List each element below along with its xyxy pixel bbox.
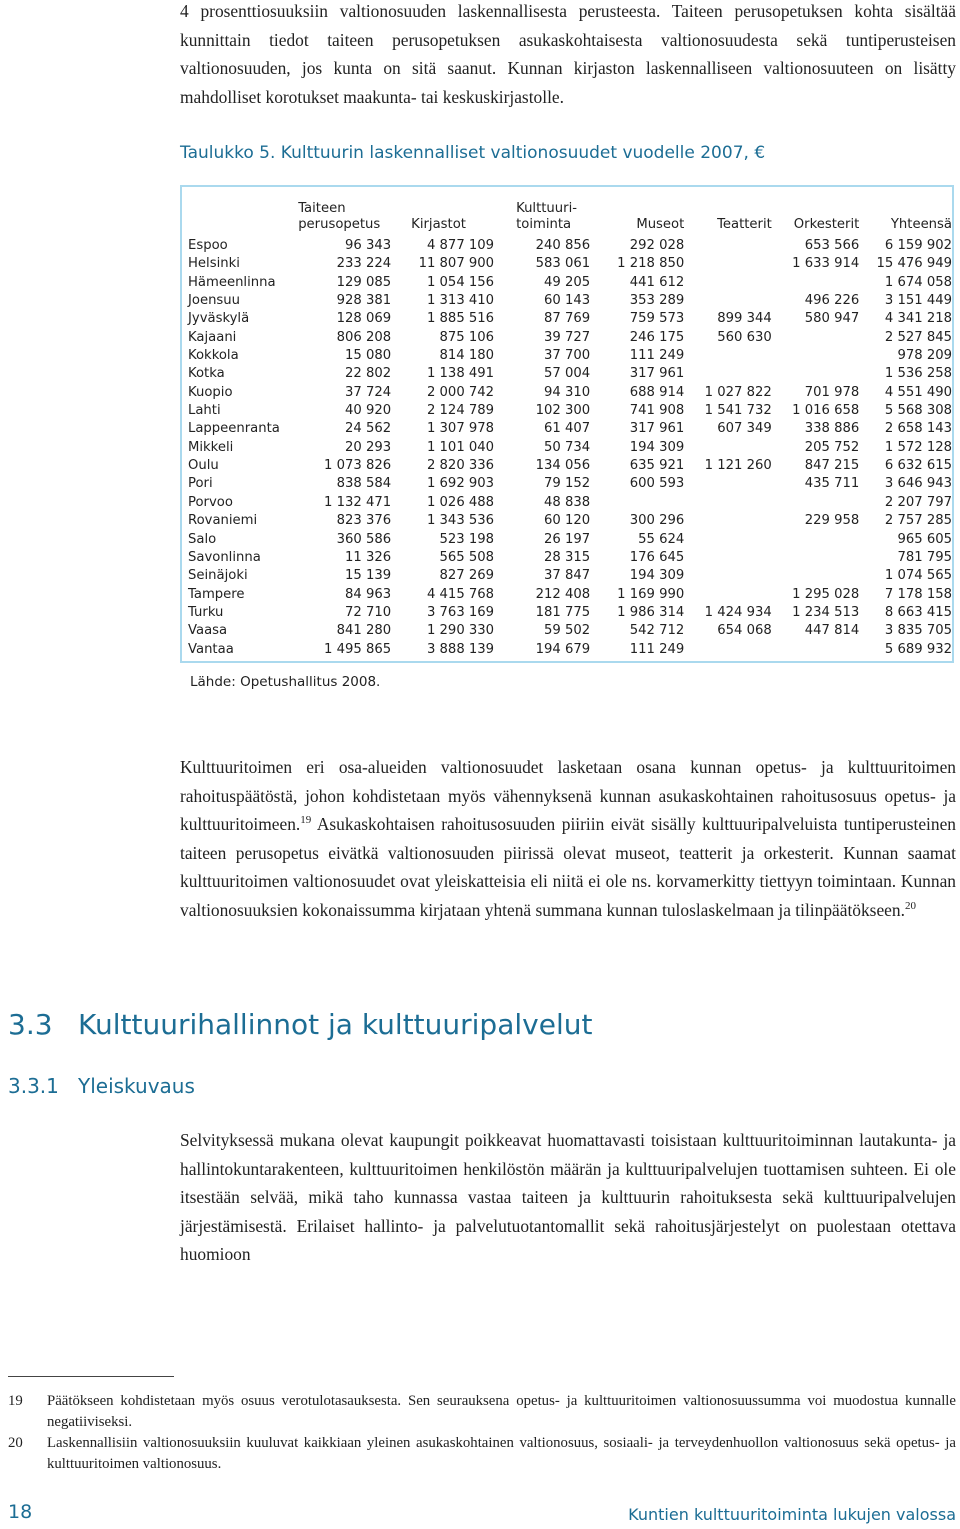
cell-orkesterit: 229 958	[804, 513, 860, 529]
table-row	[188, 475, 952, 493]
cell-kulttuuritoiminta: 134 056	[535, 458, 591, 474]
cell-kirjastot: 11 807 900	[418, 256, 495, 272]
table-source: Lähde: Opetushallitus 2008.	[190, 674, 381, 690]
cell-yhteensa: 3 835 705	[884, 623, 952, 639]
cell-city: Salo	[188, 531, 217, 547]
cell-kulttuuritoiminta: 48 838	[544, 494, 591, 510]
cell-taiteen-perusopetus: 40 920	[345, 403, 392, 419]
table-row	[188, 292, 952, 310]
table-row	[188, 237, 952, 255]
cell-kirjastot: 1 290 330	[426, 623, 495, 639]
cell-kirjastot: 2 000 742	[426, 384, 495, 400]
cell-city: Espoo	[188, 238, 228, 253]
section-number: 3.3	[8, 1008, 53, 1041]
cell-teatterit	[684, 586, 772, 604]
cell-orkesterit: 447 814	[804, 623, 860, 639]
cell-yhteensa: 15 476 949	[876, 256, 952, 272]
table-row	[188, 494, 952, 512]
cell-museot: 759 573	[629, 311, 685, 327]
header-kirjastot: Kirjastot	[411, 217, 466, 232]
cell-teatterit	[684, 475, 772, 493]
cell-yhteensa: 1 674 058	[884, 274, 952, 290]
cell-orkesterit: 1 295 028	[792, 586, 860, 602]
cell-yhteensa: 965 605	[897, 531, 952, 547]
cell-museot: 194 309	[629, 568, 685, 584]
cell-taiteen-perusopetus: 1 073 826	[324, 458, 392, 474]
footnote-ref-19[interactable]: 19	[300, 814, 312, 827]
table-row	[188, 310, 952, 328]
cell-taiteen-perusopetus: 928 381	[336, 293, 392, 309]
cell-museot: 1 169 990	[617, 586, 685, 602]
cell-kirjastot: 875 106	[439, 329, 495, 345]
footnote-19	[8, 1391, 956, 1432]
subsection-heading	[8, 1074, 195, 1098]
cell-orkesterit: 205 752	[804, 439, 860, 455]
cell-kulttuuritoiminta: 94 310	[544, 384, 591, 400]
table-row	[188, 586, 952, 604]
cell-orkesterit	[772, 274, 860, 292]
cell-yhteensa: 7 178 158	[884, 586, 952, 602]
cell-kirjastot: 1 054 156	[426, 274, 495, 290]
cell-teatterit	[684, 512, 772, 530]
cell-city: Pori	[188, 476, 213, 492]
cell-kirjastot: 1 343 536	[426, 513, 495, 529]
subsection-number: 3.3.1	[8, 1074, 59, 1098]
cell-kirjastot: 3 888 139	[426, 641, 495, 657]
cell-museot: 1 218 850	[617, 256, 685, 272]
cell-museot: 317 961	[629, 421, 685, 437]
cell-taiteen-perusopetus: 22 802	[345, 366, 392, 382]
cell-orkesterit: 1 016 658	[792, 403, 860, 419]
footnote-20	[8, 1433, 956, 1474]
cell-kulttuuritoiminta: 50 734	[544, 439, 591, 455]
table-row	[188, 604, 952, 622]
cell-kulttuuritoiminta: 28 315	[544, 549, 591, 565]
cell-teatterit	[684, 347, 772, 365]
cell-kirjastot: 2 820 336	[426, 458, 495, 474]
cell-orkesterit	[772, 567, 860, 585]
header-museot: Museot	[636, 217, 685, 232]
cell-kirjastot: 4 415 768	[426, 586, 495, 602]
cell-orkesterit: 496 226	[804, 293, 860, 309]
cell-city: Tampere	[188, 586, 245, 602]
cell-city: Seinäjoki	[188, 568, 248, 584]
cell-teatterit	[684, 237, 772, 255]
cell-orkesterit: 338 886	[804, 421, 860, 437]
cell-city: Savonlinna	[188, 549, 261, 565]
footnote-number: 19	[8, 1393, 23, 1409]
cell-yhteensa: 5 689 932	[884, 641, 952, 657]
cell-orkesterit: 580 947	[804, 311, 860, 327]
table-row	[188, 384, 952, 402]
cell-taiteen-perusopetus: 806 208	[336, 329, 392, 345]
cell-teatterit: 1 424 934	[704, 604, 772, 620]
cell-city: Turku	[188, 604, 224, 620]
header-taiteen-perusopetus: Taiteen perusopetus	[298, 201, 381, 232]
table-caption: Taulukko 5. Kulttuurin laskennalliset valtionosuudet vuodelle 2007, €	[180, 143, 766, 163]
cell-taiteen-perusopetus: 15 080	[345, 348, 392, 364]
cell-teatterit	[684, 641, 772, 659]
cell-orkesterit: 1 633 914	[792, 256, 860, 272]
cell-city: Kajaani	[188, 329, 237, 345]
cell-kirjastot: 523 198	[439, 531, 495, 547]
cell-teatterit: 1 121 260	[704, 458, 772, 474]
cell-kirjastot: 1 307 978	[426, 421, 495, 437]
cell-kulttuuritoiminta: 61 407	[544, 421, 591, 437]
cell-yhteensa: 781 795	[897, 549, 952, 565]
section-title: Kulttuurihallinnot ja kulttuuripalvelut	[78, 1008, 593, 1041]
table-container	[180, 185, 954, 663]
cell-taiteen-perusopetus: 1 495 865	[324, 641, 392, 657]
cell-taiteen-perusopetus: 11 326	[345, 549, 392, 565]
cell-kirjastot: 827 269	[439, 568, 495, 584]
cell-orkesterit	[772, 531, 860, 549]
cell-kulttuuritoiminta: 240 856	[535, 238, 591, 253]
cell-city: Kuopio	[188, 384, 233, 400]
table-row	[188, 549, 952, 567]
table-row	[188, 567, 952, 585]
cell-yhteensa: 5 568 308	[884, 403, 952, 419]
cell-museot: 246 175	[629, 329, 685, 345]
cell-city: Mikkeli	[188, 439, 234, 455]
cell-yhteensa: 3 646 943	[884, 476, 952, 492]
table-row	[188, 255, 952, 273]
cell-taiteen-perusopetus: 841 280	[336, 623, 392, 639]
cell-teatterit: 560 630	[717, 329, 772, 345]
cell-museot: 441 612	[629, 274, 685, 290]
cell-taiteen-perusopetus: 129 085	[336, 274, 392, 290]
cell-kulttuuritoiminta: 79 152	[544, 476, 591, 492]
cell-kirjastot: 1 026 488	[426, 494, 495, 510]
cell-kulttuuritoiminta: 59 502	[544, 623, 591, 639]
cell-taiteen-perusopetus: 128 069	[336, 311, 392, 327]
cell-teatterit	[684, 494, 772, 512]
cell-yhteensa: 2 757 285	[884, 513, 952, 529]
cell-orkesterit	[772, 365, 860, 383]
cell-city: Joensuu	[188, 293, 241, 309]
cell-yhteensa: 4 341 218	[884, 311, 952, 327]
cell-teatterit: 899 344	[717, 311, 772, 327]
cell-kulttuuritoiminta: 60 143	[544, 293, 591, 309]
body-paragraph-3: Selvityksessä mukana olevat kaupungit poikkeavat huomattavasti toisistaan kulttuuritoiminnan lautakunta- ja hallintokuntarakenteen, kulttuuritoimen henkilöstön määrän ja kulttuuripalvelujen tuottamisen suhteen. Ei ole itsestään selvää, mikä taho kunnassa vastaa taiteen ja kulttuurin rahoituksesta sekä kulttuuripalvelujen järjestämisestä. Erilaiset hallinto- ja palvelutuotantomallit sekä rahoitusjärjestelyt on puolestaan otettava huomioon	[180, 1130, 956, 1265]
table-row	[188, 365, 952, 383]
header-orkesterit: Orkesterit	[793, 217, 860, 232]
cell-teatterit	[684, 292, 772, 310]
cell-teatterit	[684, 549, 772, 567]
cell-teatterit: 1 027 822	[704, 384, 772, 400]
cell-teatterit	[684, 531, 772, 549]
cell-yhteensa: 1 536 258	[884, 366, 952, 382]
cell-city: Jyväskylä	[188, 311, 250, 327]
table-row	[188, 512, 952, 530]
cell-orkesterit	[772, 347, 860, 365]
cell-city: Kotka	[188, 366, 225, 382]
cell-yhteensa: 8 663 415	[884, 604, 952, 620]
cell-taiteen-perusopetus: 72 710	[345, 604, 392, 620]
cell-orkesterit: 653 566	[804, 238, 860, 253]
cell-city: Rovaniemi	[188, 513, 258, 529]
cell-kirjastot: 1 101 040	[426, 439, 495, 455]
cell-orkesterit	[772, 494, 860, 512]
cell-kirjastot: 1 692 903	[426, 476, 495, 492]
cell-museot: 1 986 314	[617, 604, 685, 620]
cell-yhteensa: 2 658 143	[884, 421, 952, 437]
cell-teatterit: 607 349	[717, 421, 772, 437]
cell-museot: 300 296	[629, 513, 685, 529]
cell-kulttuuritoiminta: 87 769	[544, 311, 591, 327]
cell-yhteensa: 1 572 128	[884, 439, 952, 455]
header-teatterit: Teatterit	[717, 217, 772, 232]
cell-yhteensa: 1 074 565	[884, 568, 952, 584]
table-header-row	[188, 197, 952, 237]
cell-kirjastot: 3 763 169	[426, 604, 495, 620]
cell-yhteensa: 6 159 902	[884, 238, 952, 253]
cell-teatterit	[684, 365, 772, 383]
cell-kirjastot: 565 508	[439, 549, 495, 565]
cell-kulttuuritoiminta: 194 679	[535, 641, 591, 657]
header-city	[188, 197, 290, 237]
cell-kirjastot: 1 138 491	[426, 366, 495, 382]
cell-museot: 635 921	[629, 458, 685, 474]
cell-taiteen-perusopetus: 20 293	[345, 439, 392, 455]
cell-orkesterit: 701 978	[804, 384, 860, 400]
cell-yhteensa: 6 632 615	[884, 458, 952, 474]
cell-teatterit	[684, 439, 772, 457]
cell-taiteen-perusopetus: 84 963	[345, 586, 392, 602]
cell-museot: 292 028	[629, 238, 685, 253]
cell-taiteen-perusopetus: 360 586	[336, 531, 392, 547]
cell-orkesterit	[772, 641, 860, 659]
cell-city: Porvoo	[188, 494, 233, 510]
cell-museot: 176 645	[629, 549, 685, 565]
publication-title: Kuntien kulttuuritoiminta lukujen valossa	[628, 1505, 956, 1524]
table-body	[188, 237, 952, 659]
cell-city: Lappeenranta	[188, 421, 280, 437]
cell-orkesterit: 847 215	[804, 458, 860, 474]
cell-teatterit	[684, 255, 772, 273]
cell-teatterit: 654 068	[717, 623, 772, 639]
cell-yhteensa: 4 551 490	[884, 384, 952, 400]
cell-museot: 600 593	[629, 476, 685, 492]
valtionosuudet-table	[188, 197, 952, 659]
cell-kulttuuritoiminta: 212 408	[535, 586, 591, 602]
cell-kirjastot: 814 180	[439, 348, 495, 364]
cell-kirjastot: 2 124 789	[426, 403, 495, 419]
cell-yhteensa: 2 207 797	[884, 494, 952, 510]
footnote-ref-20[interactable]: 20	[904, 900, 916, 913]
cell-kulttuuritoiminta: 26 197	[544, 531, 591, 547]
cell-kirjastot: 1 885 516	[426, 311, 495, 327]
section-heading	[8, 1008, 592, 1041]
cell-museot	[590, 494, 684, 512]
cell-museot: 688 914	[629, 384, 685, 400]
cell-kulttuuritoiminta: 583 061	[535, 256, 591, 272]
cell-yhteensa: 2 527 845	[884, 329, 952, 345]
cell-kirjastot: 1 313 410	[426, 293, 495, 309]
cell-kulttuuritoiminta: 49 205	[544, 274, 591, 290]
cell-museot: 353 289	[629, 293, 685, 309]
header-kulttuuritoiminta: Kulttuuri- toiminta	[516, 201, 577, 232]
cell-orkesterit	[772, 549, 860, 567]
cell-kulttuuritoiminta: 60 120	[544, 513, 591, 529]
cell-yhteensa: 3 151 449	[884, 293, 952, 309]
cell-orkesterit	[772, 329, 860, 347]
table-row	[188, 531, 952, 549]
footnote-text: Päätökseen kohdistetaan myös osuus verotulotasauksesta. Sen seurauksena opetus- ja kulttuuritoimen valtionosuussumma voi muodostua kunnalle negatiiviseksi.	[47, 1393, 956, 1430]
cell-museot: 542 712	[629, 623, 685, 639]
table-row	[188, 439, 952, 457]
cell-museot: 111 249	[629, 641, 685, 657]
cell-teatterit: 1 541 732	[704, 403, 772, 419]
table-row	[188, 641, 952, 659]
cell-taiteen-perusopetus: 823 376	[336, 513, 392, 529]
cell-kulttuuritoiminta: 102 300	[535, 403, 591, 419]
cell-kulttuuritoiminta: 39 727	[544, 329, 591, 345]
cell-teatterit	[684, 567, 772, 585]
cell-museot: 317 961	[629, 366, 685, 382]
cell-taiteen-perusopetus: 233 224	[336, 256, 392, 272]
footnote-text: Laskennallisiin valtionosuuksiin kuuluvat kaikkiaan yleinen asukaskohtainen valtionosuus, sosiaali- ja terveydenhuollon valtionosuus sekä opetus- ja kulttuuritoimen valtionosuus.	[47, 1435, 956, 1472]
table-row	[188, 402, 952, 420]
table-row	[188, 329, 952, 347]
page-number: 18	[8, 1501, 33, 1523]
cell-teatterit	[684, 274, 772, 292]
cell-taiteen-perusopetus: 96 343	[345, 238, 392, 253]
cell-taiteen-perusopetus: 15 139	[345, 568, 392, 584]
cell-kulttuuritoiminta: 181 775	[535, 604, 591, 620]
cell-kirjastot: 4 877 109	[426, 238, 495, 253]
table-row	[188, 622, 952, 640]
cell-city: Helsinki	[188, 256, 240, 272]
intro-paragraph: 4 prosenttiosuuksiin valtionosuuden laskennallisesta perusteesta. Taiteen perusopetuksen kohta sisältää kunnittain tiedot taiteen perusopetuksen asukaskohtaisesta valtionosuudesta sekä tuntiperusteisen valtionosuuden, jos kunta on sitä saanut. Kunnan kirjaston laskennalliseen valtionosuuteen on lisätty mahdolliset korotukset maakunta- tai keskuskirjastolle.	[180, 1, 956, 107]
table-row	[188, 457, 952, 475]
cell-taiteen-perusopetus: 24 562	[345, 421, 392, 437]
cell-museot: 111 249	[629, 348, 685, 364]
subsection-title: Yleiskuvaus	[78, 1074, 195, 1098]
cell-orkesterit: 1 234 513	[792, 604, 860, 620]
cell-city: Oulu	[188, 458, 219, 474]
cell-city: Vaasa	[188, 623, 228, 639]
cell-city: Vantaa	[188, 641, 234, 657]
footnote-number: 20	[8, 1435, 23, 1451]
cell-city: Lahti	[188, 403, 221, 419]
cell-taiteen-perusopetus: 838 584	[336, 476, 392, 492]
cell-museot: 55 624	[638, 531, 685, 547]
table-row	[188, 347, 952, 365]
cell-taiteen-perusopetus: 37 724	[345, 384, 392, 400]
cell-city: Hämeenlinna	[188, 274, 276, 290]
cell-kulttuuritoiminta: 37 700	[544, 348, 591, 364]
cell-yhteensa: 978 209	[897, 348, 952, 364]
cell-kulttuuritoiminta: 57 004	[544, 366, 591, 382]
cell-city: Kokkola	[188, 348, 239, 364]
header-yhteensa: Yhteensä	[890, 217, 952, 232]
table-row	[188, 274, 952, 292]
cell-orkesterit: 435 711	[804, 476, 860, 492]
body-paragraph-2: Kulttuuritoimen eri osa-alueiden valtionosuudet lasketaan osana kunnan opetus- ja kulttuuritoimen rahoituspäätöstä, johon kohdistetaan myös vähennyksenä kunnan asukaskohtainen rahoitusosuus opetus- ja kulttuuritoimeen.$^{19}$ Asukaskohtaisen rahoitusosuuden piiriin eivät sisälly kulttuuripalveluista tuntiperusteinen taiteen perusopetus eivätkä valtionosuuden piirissä olevat museot, teatterit ja orkesterit. Kunnan saamat kulttuuritoimen valtionosuudet ovat yleiskatteisia eli niitä ei ole ns. korvamerkitty tiettyyn toimintaan. Kunnan valtionosuuksien kokonaissumma kirjataan yhtenä summana kunnan tuloslaskelmaan ja tilinpäätökseen.$^{20}$	[180, 757, 956, 920]
table-row	[188, 420, 952, 438]
footnote-divider	[8, 1376, 174, 1377]
cell-museot: 741 908	[629, 403, 685, 419]
cell-museot: 194 309	[629, 439, 685, 455]
cell-taiteen-perusopetus: 1 132 471	[324, 494, 392, 510]
cell-kulttuuritoiminta: 37 847	[544, 568, 591, 584]
